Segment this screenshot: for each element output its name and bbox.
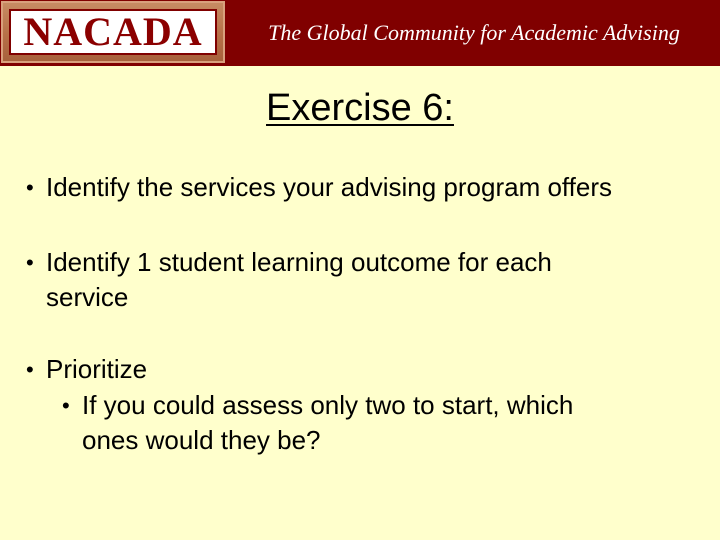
bullet-text [46, 245, 552, 315]
bullet-icon: • [26, 250, 34, 275]
header-tagline: The Global Community for Academic Advising [268, 20, 680, 45]
bullet-line: ones would they be? [82, 425, 321, 455]
bullet-text [82, 388, 573, 458]
bullet-icon: • [62, 393, 70, 418]
nacada-logo [1, 1, 225, 63]
logo-text: NACADA [23, 9, 203, 54]
bullet-text [46, 352, 147, 387]
bullet-line: Identify the services your advising program offers [46, 172, 613, 202]
slide-title-text: Exercise 6: [266, 87, 454, 129]
bullet-line: Identify 1 student learning outcome for each [46, 247, 552, 277]
bullet-line: Prioritize [46, 354, 148, 384]
logo-plate [9, 9, 217, 55]
bullet-icon: • [26, 175, 34, 200]
bullet-line: If you could assess only two to start, which [82, 390, 574, 420]
header-bar [0, 0, 720, 66]
slide-title [0, 86, 720, 132]
bullet-text [46, 170, 612, 205]
bullet-icon: • [26, 357, 34, 382]
bullet-line: service [46, 282, 129, 312]
